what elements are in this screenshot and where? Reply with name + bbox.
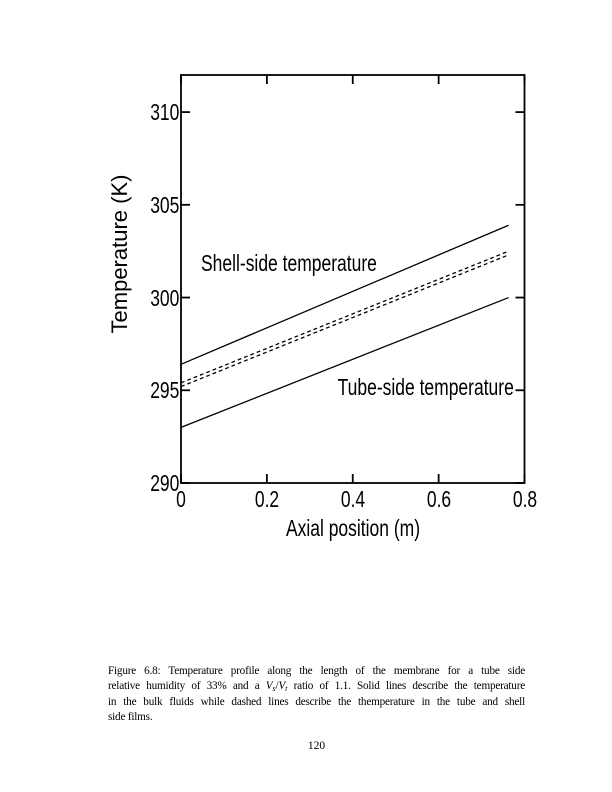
math-vs-symbol: $V_s$	[265, 680, 276, 694]
x-tick-label-0.4: 0.4	[340, 486, 365, 512]
x-tick-label-0.6: 0.6	[426, 486, 451, 512]
series-shell-side-bulk-temperature	[181, 225, 509, 364]
x-tick-label-0.2: 0.2	[254, 486, 280, 512]
y-axis-title: Temperature (K)	[107, 174, 132, 334]
x-tick-label-0.8: 0.8	[512, 486, 537, 512]
caption-line-2	[108, 679, 525, 694]
y-tick-label-290: 290	[149, 470, 179, 496]
math-vs-subscript: s	[272, 684, 276, 694]
math-vt-symbol: $V_t$	[278, 680, 288, 694]
axes-box	[181, 75, 525, 483]
x-tick-label-0: 0	[176, 486, 186, 512]
math-vt-subscript: t	[285, 684, 288, 694]
x-axis-title: Axial position (m)	[285, 515, 421, 541]
math-slash: /	[275, 680, 279, 693]
y-tick-label-305: 305	[149, 191, 179, 218]
caption-line-3: in the bulk fluids while dashed lines describe the themperature in the tube and shell	[108, 695, 525, 708]
caption-line-4: side films.	[108, 711, 153, 724]
series-tube-side-bulk-temperature	[181, 298, 509, 428]
page-number: 120	[307, 740, 326, 752]
y-tick-label-295: 295	[149, 377, 179, 404]
annotation-shell-side-temperature: Shell-side temperature	[201, 250, 377, 276]
annotation-tube-side-temperature: Tube-side temperature	[337, 374, 514, 400]
caption-line-2-text-a: relative humidity of 33% and a	[108, 680, 266, 693]
caption-line-1: Figure 6.8: Temperature profile along the length of the membrane for a tube side	[108, 665, 525, 677]
caption-line-2-text-b: ratio of 1.1. Solid lines describe the temperature	[287, 680, 525, 693]
y-tick-label-300: 300	[149, 284, 179, 311]
y-tick-label-310: 310	[149, 99, 179, 126]
figure-caption	[108, 664, 525, 726]
